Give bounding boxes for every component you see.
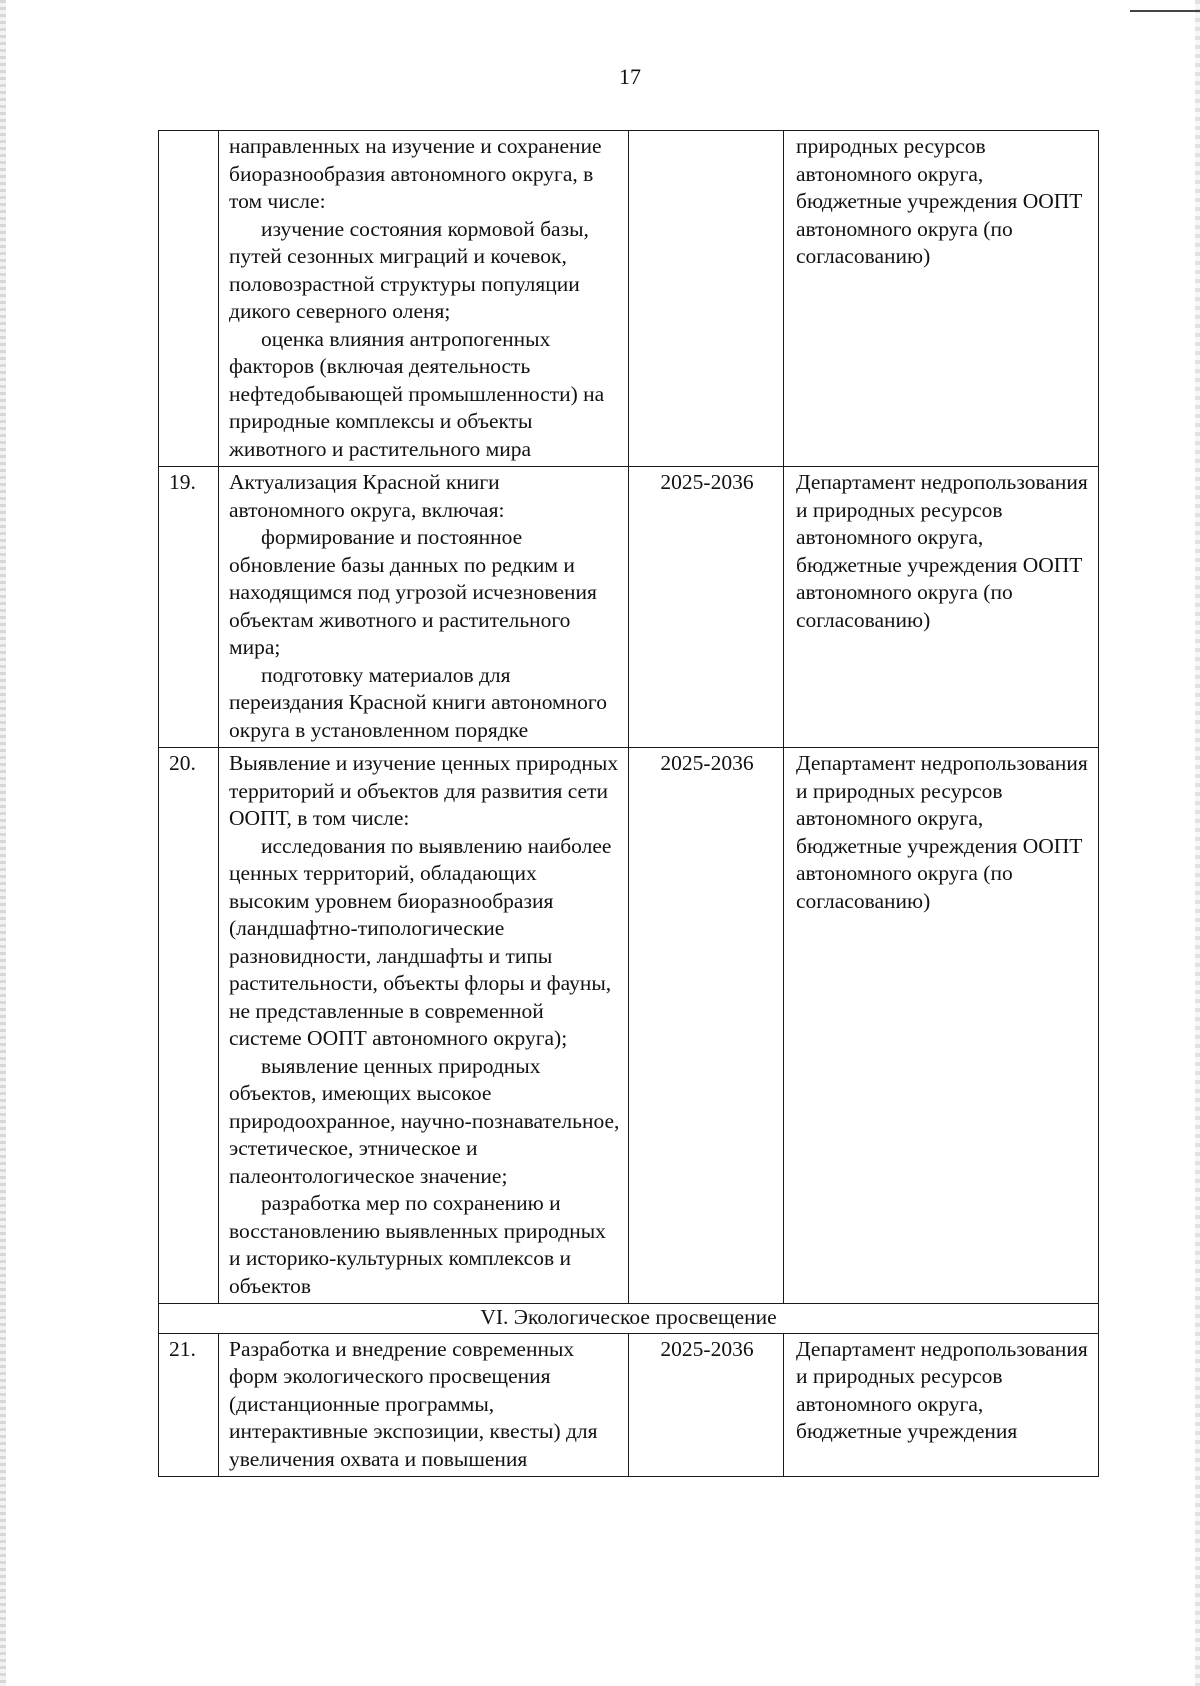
table-row-continuation <box>159 131 1099 467</box>
table-row-21 <box>159 1333 1099 1477</box>
term-cell: 2025-2036 <box>629 748 784 1304</box>
measure-text-cell <box>219 748 629 1304</box>
measure-paragraph: Выявление и изучение ценных природных территорий и объектов для развития сети ООПТ, в том числе: <box>229 751 619 830</box>
row-number-cell: 20. <box>159 748 219 1304</box>
measure-paragraph: направленных на изучение и сохранение биоразнообразия автономного округа, в том числе: <box>229 134 602 213</box>
term-cell <box>629 131 784 467</box>
row-number-cell: 21. <box>159 1333 219 1477</box>
page-number: 17 <box>619 64 641 89</box>
measures-table <box>158 130 1099 1477</box>
measure-text-cell <box>219 467 629 748</box>
measure-paragraph: исследования по выявлению наиболее ценных территорий, обладающих высоким уровнем биоразнообразия (ландшафтно-типологические разновидности, ландшафты и типы растительности, объекты флоры и фауны, не представленные в современной системе ООПТ автономного округа); <box>229 833 612 1050</box>
responsible-cell: Департамент недропользования и природных ресурсов автономного округа, бюджетные учреждения ООПТ автономного округа (по согласованию) <box>784 748 1099 1304</box>
table-row-19 <box>159 467 1099 748</box>
measure-paragraph: выявление ценных природных объектов, имеющих высокое природоохранное, научно-познавательное, эстетическое, этническое и палеонтологическое значение; <box>229 1053 620 1188</box>
measure-text-cell <box>219 131 629 467</box>
measure-paragraph: оценка влияния антропогенных факторов (включая деятельность нефтедобывающей промышленности) на природные комплексы и объекты животного и растительного мира <box>229 326 605 461</box>
term-cell: 2025-2036 <box>629 1333 784 1477</box>
measure-paragraph: разработка мер по сохранению и восстановлению выявленных природных и историко-культурных комплексов и объектов <box>229 1191 606 1298</box>
measure-text-cell <box>219 1333 629 1477</box>
section-heading: VI. Экологическое просвещение <box>159 1304 1099 1334</box>
measure-paragraph: Актуализация Красной книги автономного округа, включая: <box>229 470 505 522</box>
row-number-cell <box>159 131 219 467</box>
table-row-20 <box>159 748 1099 1304</box>
responsible-cell: Департамент недропользования и природных ресурсов автономного округа, бюджетные учреждения ООПТ автономного округа (по согласованию) <box>784 467 1099 748</box>
term-cell: 2025-2036 <box>629 467 784 748</box>
responsible-cell: природных ресурсов автономного округа, бюджетные учреждения ООПТ автономного округа (по согласованию) <box>784 131 1099 467</box>
responsible-cell: Департамент недропользования и природных ресурсов автономного округа, бюджетные учреждения <box>784 1333 1099 1477</box>
measure-paragraph: формирование и постоянное обновление базы данных по редким и находящимся под угрозой исчезновения объектам животного и растительного мира; <box>229 525 597 659</box>
scan-top-rule <box>1130 10 1200 12</box>
row-number-cell: 19. <box>159 467 219 748</box>
measure-paragraph: Разработка и внедрение современных форм экологического просвещения (дистанционные программы, интерактивные экспозиции, квесты) для увеличения охвата и повышения <box>229 1336 598 1471</box>
scan-edge-left <box>0 0 6 1686</box>
measure-paragraph: подготовку материалов для переиздания Красной книги автономного округа в установленном порядке <box>229 662 607 742</box>
measure-paragraph: изучение состояния кормовой базы, путей сезонных миграций и кочевок, половозрастной структуры популяции дикого северного оленя; <box>229 216 589 323</box>
scan-edge-right <box>1195 0 1200 1686</box>
section-heading-row <box>159 1304 1099 1334</box>
